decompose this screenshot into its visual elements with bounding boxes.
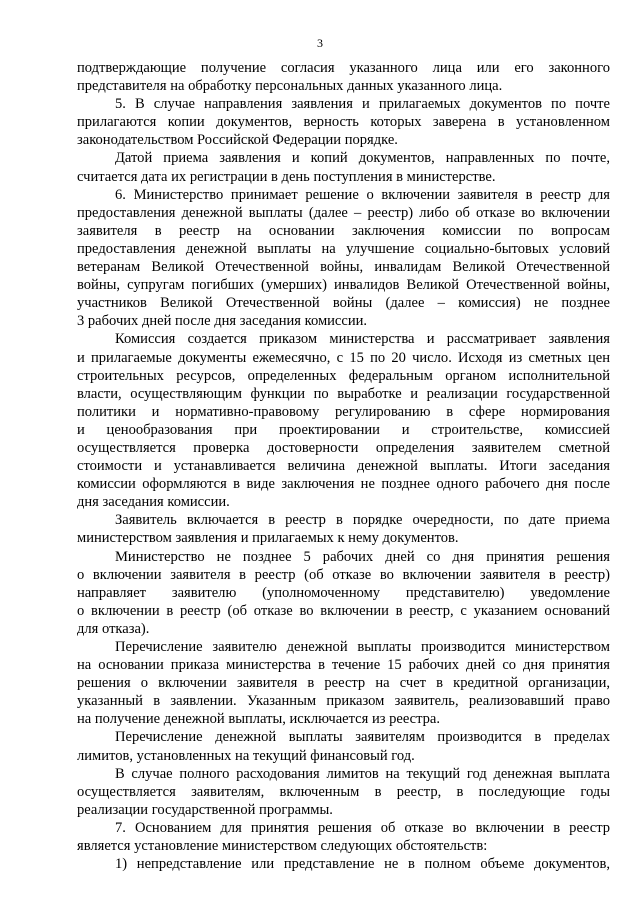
text-line: 5. В случае направления заявления и прилагаемых документов по почте: [115, 96, 610, 113]
paragraph: [77, 548, 610, 638]
text-line: ветеранам Великой Отечественной войны, инвалидам Великой Отечественной: [77, 259, 610, 276]
text-line: 7. Основанием для принятия решения об отказе во включении в реестр: [115, 819, 610, 836]
text-line: 6. Министерство принимает решение о включении заявителя в реестр для: [115, 186, 610, 203]
paragraph: [77, 59, 610, 95]
paragraph: [77, 149, 610, 185]
paragraph: [77, 855, 610, 873]
text-line: Перечисление заявителю денежной выплаты производится министерством: [115, 639, 610, 655]
text-line: для отказа).: [77, 620, 150, 637]
text-line: стоимости и устанавливается величина денежной выплаты. Итоги заседания: [77, 458, 610, 475]
text-line: Перечисление денежной выплаты заявителям производится в пределах: [115, 729, 610, 746]
text-line: о включении в реестр (об отказе во включении в реестр, с указанием оснований: [77, 602, 610, 619]
text-line: лимитов, установленных на текущий финансовый год.: [77, 747, 415, 764]
paragraph: [77, 765, 610, 819]
text-line: решения о включении заявителя в реестр на счет в кредитной организации,: [77, 675, 610, 692]
text-line: заявителя в реестр на основании заключения комиссии по вопросам: [77, 222, 610, 239]
text-line: Комиссия создается приказом министерства и рассматривает заявления: [115, 331, 610, 348]
paragraph: [77, 186, 610, 331]
paragraph: [77, 511, 610, 547]
text-line: дня заседания комиссии.: [77, 494, 230, 511]
text-line: власти, осуществляющим функции по выработке и реализации государственной: [77, 385, 610, 402]
text-line: указанный в заявлении. Указанным приказом заявитель, реализовавший право: [77, 693, 610, 710]
text-line: политики и нормативно-правовому регулированию в сфере нормирования: [77, 403, 610, 420]
text-line: Датой приема заявления и копий документов, направленных по почте,: [115, 150, 610, 167]
text-line: осуществляется проверка достоверности определения заявителем сметной: [77, 439, 610, 456]
text-line: является установление министерством следующих обстоятельств:: [77, 838, 488, 855]
text-line: на получение денежной выплаты, исключается из реестра.: [77, 711, 441, 728]
text-line: 3 рабочих дней после дня заседания комиссии.: [77, 313, 368, 330]
text-line: В случае полного расходования лимитов на текущий год денежная выплата: [115, 765, 610, 782]
text-line: о включении заявителя в реестр (об отказе во включении заявителя в реестр): [77, 566, 610, 583]
paragraph: [77, 728, 610, 764]
text-line: предоставления денежной выплаты на улучшение социально-бытовых условий: [77, 240, 610, 257]
text-line: участников Великой Отечественной войны (далее – комиссия) не позднее: [77, 295, 610, 312]
text-line: предоставления денежной выплаты (далее – реестр) либо об отказе во включении: [77, 204, 610, 221]
text-line: реализации государственной программы.: [77, 801, 333, 818]
paragraph: [77, 819, 610, 855]
paragraph: [77, 330, 610, 511]
text-line: Заявитель включается в реестр в порядке очередности, по дате приема: [115, 512, 610, 529]
text-line: подтверждающие получение согласия указанного лица или его законного: [77, 60, 610, 76]
paragraph: [77, 95, 610, 149]
text-line: прилагаются копии документов, верность которых заверена в установленном: [77, 114, 610, 131]
text-line: 1) непредставление или представление не в полном объеме документов,: [115, 856, 610, 873]
text-line: комиссии оформляются в виде заключения не позднее одного рабочего дня после: [77, 476, 610, 493]
text-line: представителя на обработку персональных данных указанного лица.: [77, 78, 503, 95]
paragraph: [77, 638, 610, 728]
text-line: направляет заявителю (уполномоченному представителю) уведомление: [77, 584, 610, 601]
text-line: Министерство не позднее 5 рабочих дней со дня принятия решения: [115, 548, 610, 565]
text-line: министерством заявления и прилагаемых к нему документов.: [77, 530, 459, 547]
text-line: войны, супругам погибших (умерших) инвалидов Великой Отечественной войны,: [77, 277, 610, 294]
text-line: и ценообразования при проектировании и строительстве, комиссией: [77, 421, 610, 438]
text-line: на основании приказа министерства в течение 15 рабочих дней со дня принятия: [77, 657, 610, 674]
text-line: строительных ресурсов, определенных федеральным органом исполнительной: [77, 367, 610, 384]
text-line: и прилагаемые документы ежемесячно, с 15 по 20 число. Исходя из сметных цен: [77, 349, 610, 366]
document-body: [77, 59, 610, 873]
text-line: считается дата их регистрации в день поступления в министерстве.: [77, 168, 496, 185]
text-line: законодательством Российской Федерации порядке.: [77, 132, 398, 149]
page-number: 3: [317, 36, 323, 50]
text-line: осуществляется заявителям, включенным в реестр, в последующие годы: [77, 783, 610, 800]
